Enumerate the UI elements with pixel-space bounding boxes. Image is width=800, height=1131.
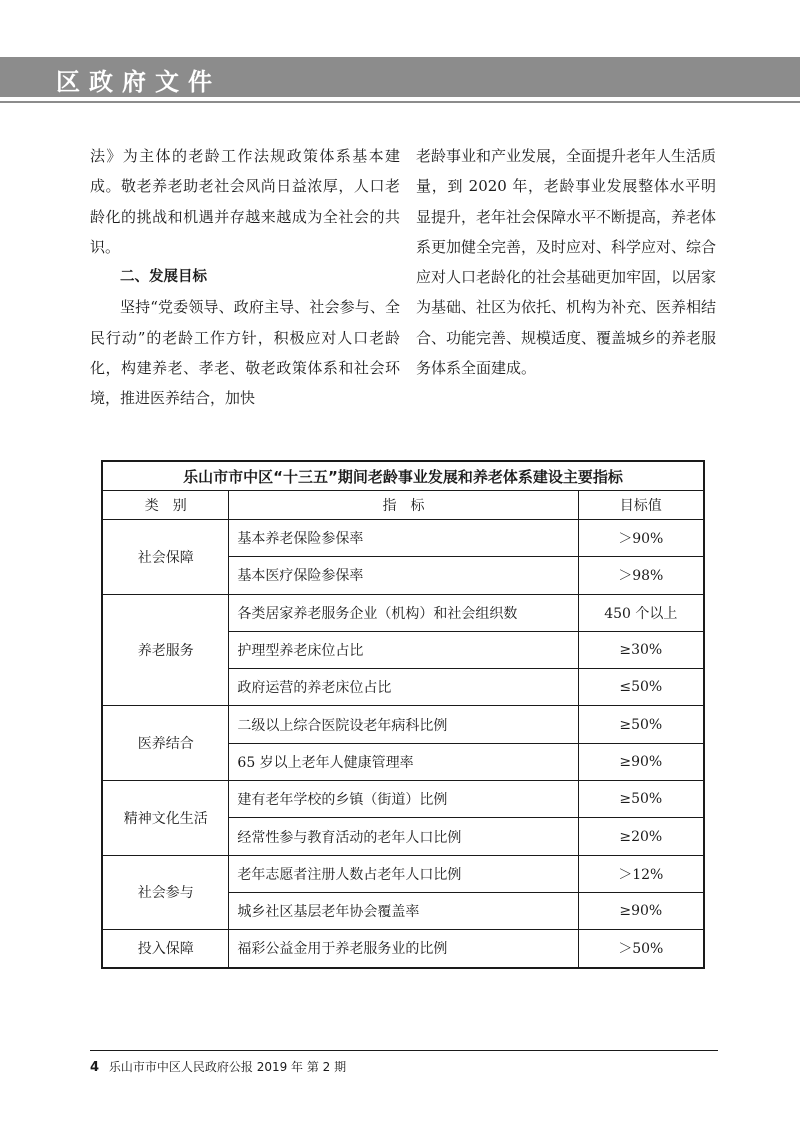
category-cell: 精神文化生活 [102, 781, 229, 856]
indicator-cell: 基本医疗保险参保率 [229, 557, 578, 594]
right-paragraph-1: 老龄事业和产业发展，全面提升老年人生活质量，到 2020 年，老龄事业发展整体水平明显提升，老年社会保障水平不断提高，养老体系更加健全完善，及时应对、科学应对、综合应对人口老龄化的社会基础更加牢固，以居家为基础、社区为依托、机构为补充、医养相结合、功能完善、规模适度、覆盖城乡的养老服务体系全面建成。 [416, 147, 717, 378]
table-caption-row [102, 461, 704, 491]
target-cell: ＞50% [578, 930, 704, 968]
category-cell: 投入保障 [102, 930, 229, 968]
category-cell: 社会参与 [102, 855, 229, 930]
indicator-cell: 经常性参与教育活动的老年人口比例 [229, 818, 578, 855]
right-text-column [416, 141, 716, 383]
page-number: 4 [90, 1060, 100, 1075]
indicator-cell: 建有老年学校的乡镇（街道）比例 [229, 781, 578, 818]
column-header-indicator: 指 标 [229, 491, 578, 520]
indicator-cell: 福彩公益金用于养老服务业的比例 [229, 930, 578, 968]
indicator-cell: 65 岁以上老年人健康管理率 [229, 743, 578, 780]
column-header-target: 目标值 [578, 491, 704, 520]
table-row [102, 706, 704, 743]
target-cell: ＞12% [578, 855, 704, 892]
table-row [102, 855, 704, 892]
footer [90, 1058, 346, 1075]
table-row [102, 594, 704, 631]
target-cell: ≥90% [578, 892, 704, 929]
indicator-cell: 二级以上综合医院设老年病科比例 [229, 706, 578, 743]
indicator-cell: 基本养老保险参保率 [229, 520, 578, 557]
footer-divider [90, 1050, 718, 1051]
table-row [102, 781, 704, 818]
target-cell: ＞90% [578, 520, 704, 557]
column-header-category: 类 别 [102, 491, 229, 520]
target-cell: ≤50% [578, 669, 704, 706]
target-cell: ≥30% [578, 631, 704, 668]
target-cell: ≥90% [578, 743, 704, 780]
target-cell: ≥50% [578, 706, 704, 743]
table-row [102, 520, 704, 557]
target-cell: ≥20% [578, 818, 704, 855]
left-paragraph-2: 坚持“党委领导、政府主导、社会参与、全民行动”的老龄工作方针，积极应对人口老龄化，构建养老、孝老、敬老政策体系和社会环境，推进医养结合，加快 [90, 298, 400, 408]
category-cell: 社会保障 [102, 520, 229, 595]
category-cell: 养老服务 [102, 594, 229, 706]
indicators-table [101, 460, 705, 969]
indicator-cell: 各类居家养老服务企业（机构）和社会组织数 [229, 594, 578, 631]
indicator-cell: 城乡社区基层老年协会覆盖率 [229, 892, 578, 929]
section-title: 区政府文件 [56, 68, 221, 96]
target-cell: ≥50% [578, 781, 704, 818]
target-cell: ＞98% [578, 557, 704, 594]
section-heading-development-goals: 二、发展目标 [120, 269, 207, 286]
left-text-column [90, 141, 400, 414]
table-caption: 乐山市市中区“十三五”期间老龄事业发展和养老体系建设主要指标 [102, 461, 704, 491]
indicator-cell: 政府运营的养老床位占比 [229, 669, 578, 706]
category-cell: 医养结合 [102, 706, 229, 781]
table-row [102, 930, 704, 968]
indicator-cell: 护理型养老床位占比 [229, 631, 578, 668]
indicator-cell: 老年志愿者注册人数占老年人口比例 [229, 855, 578, 892]
target-cell: 450 个以上 [578, 594, 704, 631]
header-divider [0, 101, 800, 103]
table-header-row [102, 491, 704, 520]
left-paragraph-1: 法》为主体的老龄工作法规政策体系基本建成。敬老养老助老社会风尚日益浓厚，人口老龄化的挑战和机遇并存越来越成为全社会的共识。 [90, 147, 400, 256]
publication-title: 乐山市市中区人民政府公报 2019 年 第 2 期 [108, 1060, 347, 1074]
